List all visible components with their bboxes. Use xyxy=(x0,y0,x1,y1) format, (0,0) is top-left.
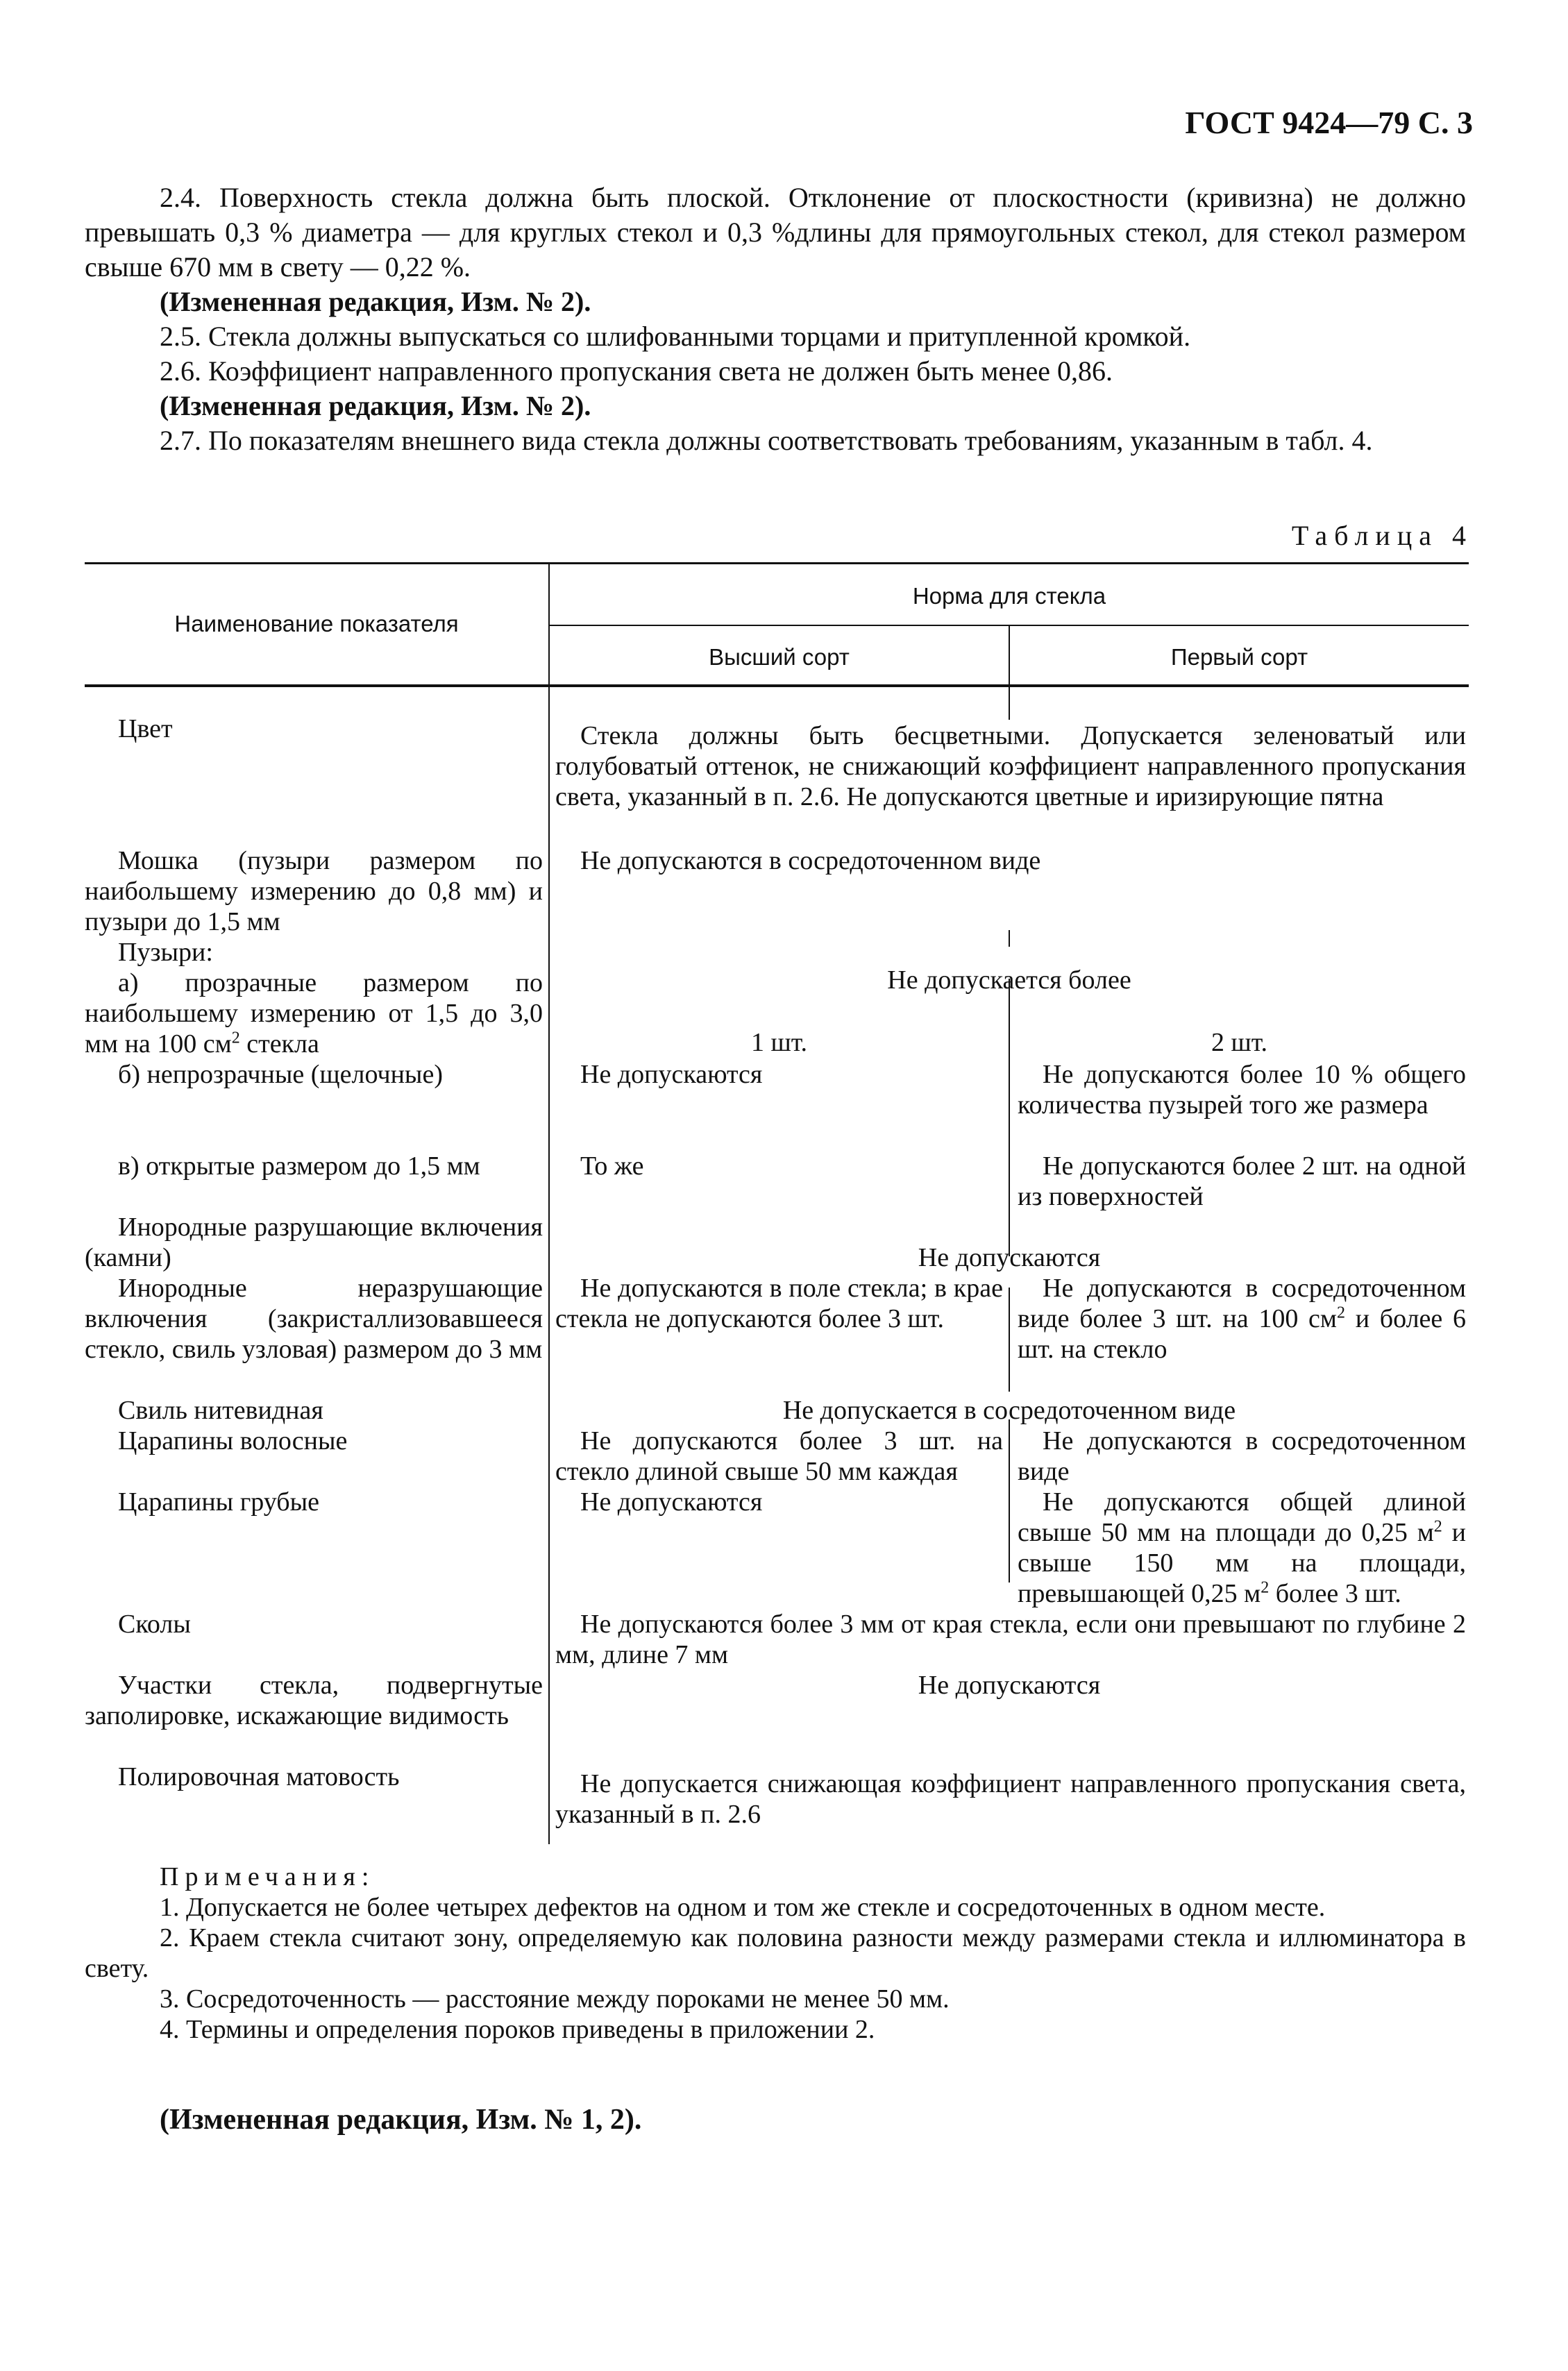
row-color-name: Цвет xyxy=(118,714,173,743)
note-item: 1. Допускается не более четырех дефектов на одном и том же стекле и сосредоточенных в одном месте. xyxy=(160,1893,1326,1922)
intro-text xyxy=(85,180,1466,458)
requirements-table xyxy=(85,562,1469,1844)
grade-divider xyxy=(1009,1419,1010,1583)
notes-title: Примечания: xyxy=(160,1862,376,1891)
grade-divider xyxy=(1009,930,1010,947)
row-rough-scratches-name: Царапины грубые xyxy=(118,1487,320,1517)
row-matte-name: Полировочная матовость xyxy=(118,1762,400,1791)
row-cord-value: Не допускается в сосредоточенном виде xyxy=(782,1396,1236,1425)
grade-divider xyxy=(1009,979,1010,1256)
grade-divider xyxy=(1009,1288,1010,1392)
row-bubbles-c-first: Не допускаются более 2 шт. на одной из поверхностей xyxy=(1018,1151,1466,1211)
notes xyxy=(85,1862,1466,2045)
table-top-rule xyxy=(85,562,1469,564)
row-moshka-value: Не допускаются в сосредоточенном виде xyxy=(580,846,1041,875)
header-bottom-rule xyxy=(85,684,1469,687)
row-polishing-value: Не допускаются xyxy=(918,1671,1101,1700)
final-revision-note: (Измененная редакция, Изм. № 1, 2). xyxy=(160,2104,642,2136)
row-cord-name: Свиль нитевидная xyxy=(118,1396,323,1425)
revision-note: (Измененная редакция, Изм. № 2). xyxy=(160,390,591,421)
grade-divider xyxy=(1009,687,1010,720)
note-item: 4. Термины и определения пороков приведены в приложении 2. xyxy=(160,2015,875,2044)
row-stones-value: Не допускаются xyxy=(918,1243,1101,1272)
revision-note: (Измененная редакция, Изм. № 2). xyxy=(160,286,591,317)
row-bubbles-b-high: Не допускаются xyxy=(580,1060,763,1089)
row-hair-scratches-name: Царапины волосные xyxy=(118,1426,348,1455)
header-first-grade: Первый сорт xyxy=(1170,644,1308,670)
row-bubbles-a-high: 1 шт. xyxy=(750,1028,807,1057)
row-nonbreaking-first: Не допускаются в сосредоточенном виде более 3 шт. на 100 $см^2$ и более 6 шт. на стекло xyxy=(1018,1274,1466,1364)
row-bubbles-a-first: 2 шт. xyxy=(1211,1028,1267,1057)
row-bubbles-b-name: б) непрозрачные (щелочные) xyxy=(118,1060,443,1089)
row-chips-value: Не допускаются более 3 мм от края стекла, если они превышают по глубине 2 мм, длине 7 мм xyxy=(555,1610,1466,1669)
row-moshka-name: Мошка (пузыри размером по наибольшему измерению до 0,8 мм) и пузыри до 1,5 мм xyxy=(85,846,543,936)
row-color-value: Стекла должны быть бесцветными. Допускается зеленоватый или голубоватый оттенок, не снижающий коэффициент направленного пропускания света, указанный в п. 2.6. Не допускаются цветные и иризирующие пятна xyxy=(555,721,1466,811)
row-chips-name: Сколы xyxy=(118,1610,191,1639)
row-bubbles-c-high: То же xyxy=(580,1151,644,1181)
row-bubbles-c-name: в) открытые размером до 1,5 мм xyxy=(118,1151,480,1181)
row-bubbles-a-name: а) прозрачные размером по наибольшему измерению от 1,5 до 3,0 мм на 100 $см^2$ стекла xyxy=(85,968,543,1058)
name-column-divider xyxy=(548,562,550,1844)
page-header: ГОСТ 9424—79 С. 3 xyxy=(1185,105,1473,140)
row-hair-scratches-high: Не допускаются более 3 шт. на стекло длиной свыше 50 мм каждая xyxy=(555,1426,1003,1486)
row-rough-scratches-first: Не допускаются общей длиной свыше 50 мм на площади до 0,25 $м^2$ и свыше 150 мм на площади, превышающей 0,25 $м^2$ более 3 шт. xyxy=(1018,1487,1466,1608)
row-stones-name: Инородные разрушающие включения (камни) xyxy=(85,1213,543,1272)
header-norm: Норма для стекла xyxy=(912,583,1106,609)
header-indicator-name: Наименование показателя xyxy=(174,611,459,636)
row-polishing-name: Участки стекла, подвергнутые заполировке, искажающие видимость xyxy=(85,1671,543,1730)
clause-2-5: 2.5. Стекла должны выпускаться со шлифованными торцами и притупленной кромкой. xyxy=(160,321,1191,352)
clause-2-6: 2.6. Коэффициент направленного пропускания света не должен быть менее 0,86. xyxy=(160,355,1113,387)
clause-2-7: 2.7. По показателям внешнего вида стекла должны соответствовать требованиям, указанным в табл. 4. xyxy=(160,425,1373,456)
row-bubbles-b-first: Не допускаются более 10 % общего количества пузырей того же размера xyxy=(1018,1060,1466,1120)
note-item: 3. Сосредоточенность — расстояние между пороками не менее 50 мм. xyxy=(160,1984,950,2014)
row-bubbles-a-span: Не допускается более xyxy=(887,965,1131,995)
row-rough-scratches-high: Не допускаются xyxy=(580,1487,763,1517)
table-caption: Таблица 4 xyxy=(1291,520,1473,551)
row-nonbreaking-high: Не допускаются в поле стекла; в крае стекла не допускаются более 3 шт. xyxy=(555,1274,1003,1333)
clause-2-4: 2.4. Поверхность стекла должна быть плоской. Отклонение от плоскостности (кривизна) не должно превышать 0,3 % диаметра — для круглых стекол и 0,3 %длины для прямоугольных стекол, для стекол размером свыше 670 мм в свету — 0,22 %. xyxy=(85,182,1466,282)
row-nonbreaking-name: Инородные неразрушающие включения (закристаллизовавшееся стекло, свиль узловая) размером до 3 мм xyxy=(85,1274,543,1364)
header-high-grade: Высший сорт xyxy=(709,644,850,670)
row-hair-scratches-first: Не допускаются в сосредоточенном виде xyxy=(1018,1426,1466,1486)
row-bubbles-name: Пузыри: xyxy=(118,938,213,967)
note-item: 2. Краем стекла считают зону, определяемую как половина разности между размерами стекла и иллюминатора в свету. xyxy=(85,1923,1466,1983)
row-matte-value: Не допускается снижающая коэффициент направленного пропускания света, указанный в п. 2.6 xyxy=(555,1769,1466,1829)
